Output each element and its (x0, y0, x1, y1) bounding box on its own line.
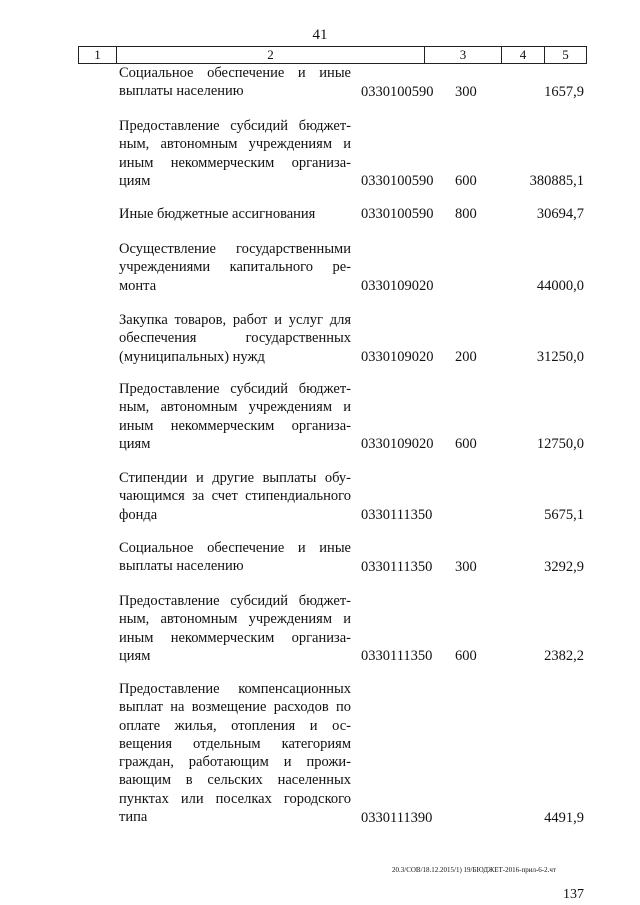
row-code: 0330111350 (361, 507, 433, 523)
header-col-2: 2 (117, 47, 425, 63)
row-type: 600 (455, 648, 477, 664)
row-amount: 1657,9 (544, 84, 584, 100)
row-amount: 5675,1 (544, 507, 584, 523)
row-type: 200 (455, 349, 477, 365)
footer-document-id: 20.3/СОВ/18.12.2015/1) 19/БЮДЖЕТ-2016-прил-6-2.чт (392, 866, 556, 874)
row-name: Предоставление субсидий бюджет-ным, автономным учреждениям и иным некоммерческим организа-циям (119, 381, 351, 452)
bottom-number: 137 (563, 887, 584, 902)
header-col-3: 3 (425, 47, 502, 63)
row-type: 300 (455, 559, 477, 575)
header-col-1: 1 (79, 47, 117, 63)
row-name: Предоставление субсидий бюджет-ным, автономным учреждениям и иным некоммерческим организа-циям (119, 118, 351, 189)
row-code: 0330111350 (361, 648, 433, 664)
row-amount: 12750,0 (536, 436, 584, 452)
table-row (0, 592, 640, 665)
table-row (0, 539, 640, 576)
row-code: 0330111350 (361, 559, 433, 575)
row-name: Предоставление компенсационных выплат на возмещение расходов по оплате жилья, отопления и ос-вещения отдельным категориям граждан, работающим и прожи-вающим в сельских населенных пунктах или поселках городского типа (119, 681, 351, 826)
row-amount: 380885,1 (529, 173, 584, 189)
table-row (0, 469, 640, 524)
table-row (0, 680, 640, 827)
row-name: Социальное обеспечение и иные выплаты населению (119, 540, 351, 575)
row-name: Предоставление субсидий бюджет-ным, автономным учреждениям и иным некоммерческим организа-циям (119, 593, 351, 664)
row-code: 0330100590 (361, 173, 434, 189)
row-amount: 44000,0 (536, 278, 584, 294)
row-amount: 3292,9 (544, 559, 584, 575)
row-amount: 4491,9 (544, 810, 584, 826)
row-code: 0330100590 (361, 206, 434, 222)
table-row (0, 205, 640, 223)
row-type: 600 (455, 173, 477, 189)
table-row (0, 240, 640, 295)
row-type: 800 (455, 206, 477, 222)
row-name: Стипендии и другие выплаты обу-чающимся за счет стипендиального фонда (119, 470, 351, 523)
row-code: 0330111390 (361, 810, 433, 826)
page-number: 41 (312, 27, 328, 43)
row-type: 300 (455, 84, 477, 100)
header-col-4: 4 (502, 47, 545, 63)
row-code: 0330109020 (361, 436, 434, 452)
row-amount: 2382,2 (544, 648, 584, 664)
row-type: 600 (455, 436, 477, 452)
row-name: Иные бюджетные ассигнования (119, 206, 316, 222)
table-row (0, 64, 640, 101)
row-amount: 31250,0 (536, 349, 584, 365)
table-row (0, 117, 640, 190)
row-name: Осуществление государственными учреждениями капитального ре-монта (119, 241, 351, 294)
table-row (0, 380, 640, 453)
row-code: 0330100590 (361, 84, 434, 100)
table-row (0, 311, 640, 366)
row-name: Закупка товаров, работ и услуг для обеспечения государственных (муниципальных) нужд (119, 312, 351, 365)
table-header (78, 46, 587, 64)
row-name: Социальное обеспечение и иные выплаты населению (119, 65, 351, 100)
row-code: 0330109020 (361, 278, 434, 294)
row-code: 0330109020 (361, 349, 434, 365)
row-amount: 30694,7 (536, 206, 584, 222)
header-col-5: 5 (562, 47, 569, 62)
